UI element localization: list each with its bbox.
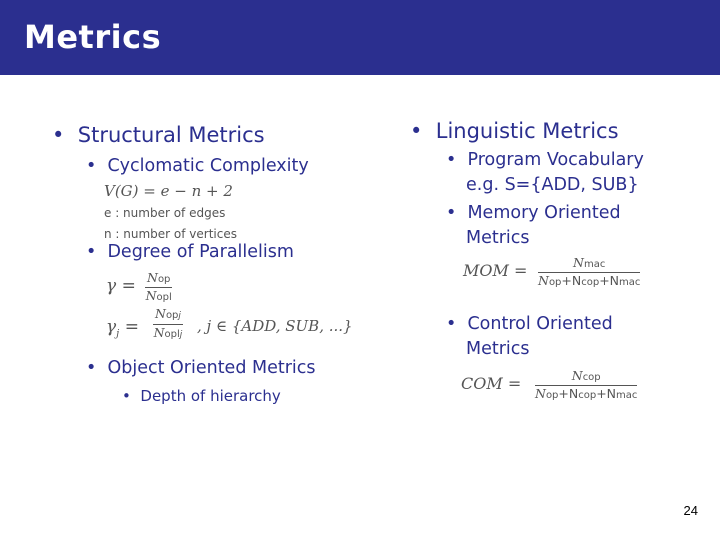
control-label: Control Oriented [467,314,613,334]
gammaj-numerator: Nopj [153,306,183,325]
object-oriented-label: Object Oriented Metrics [107,358,316,378]
gammaj-lhs: $\gamma_j$ = [106,317,139,340]
vocabulary-example: e.g. S={ADD, SUB} [466,175,639,195]
bullet-linguistic: • Linguistic Metrics [410,119,619,143]
com-numerator: Ncop [535,368,637,386]
depth-label: Depth of hierarchy [140,387,281,405]
bullet-object-oriented: • Object Oriented Metrics [86,358,316,378]
com-denominator: Nop+Ncop+Nmac [535,386,638,401]
gammaj-fraction [153,306,183,343]
linguistic-label: Linguistic Metrics [435,119,619,143]
bullet-cyclomatic: • Cyclomatic Complexity [86,156,309,176]
edges-definition [104,203,225,221]
bullet-depth: • Depth of hierarchy [122,387,281,405]
bullet-vocabulary: • Program Vocabulary [446,150,644,170]
cyclomatic-label: Cyclomatic Complexity [107,156,309,176]
parallelism-label: Degree of Parallelism [107,242,294,262]
bullet-control: • Control Oriented [446,314,613,334]
mom-denominator: Nop+Ncop+Nmac [538,273,641,288]
gammaj-denominator: Noplj [153,325,183,340]
vertices-text: n : number of vertices [104,227,237,241]
edges-text: e : number of edges [104,206,226,220]
com-lhs: COM = [461,374,522,393]
mom-numerator: Nmac [538,255,640,273]
mom-fraction [538,255,640,290]
memory-label-cont: Metrics [466,228,530,248]
control-label-cont: Metrics [466,339,530,359]
com-fraction [535,368,637,403]
page-number: 24 [683,503,698,518]
mom-lhs: MOM = [463,261,528,280]
vertices-definition [104,224,237,242]
gammaj-set: , j ∈ {ADD, SUB, ...} [197,317,353,335]
gamma-numerator: Nop [145,270,172,288]
gamma-fraction [145,270,172,305]
bullet-memory: • Memory Oriented [446,203,621,223]
gamma-lhs: γ = [106,276,136,296]
bullet-structural-metrics: • Structural Metrics [52,123,265,147]
structural-metrics-label: Structural Metrics [77,123,265,147]
gamma-denominator: Nopl [145,288,172,303]
cyclomatic-formula: V(G) = e − n + 2 [104,182,233,200]
memory-label: Memory Oriented [467,203,621,223]
slide-title: Metrics [24,18,162,56]
vocabulary-label: Program Vocabulary [467,150,644,170]
bullet-parallelism: • Degree of Parallelism [86,242,294,262]
slide-header [0,0,720,75]
